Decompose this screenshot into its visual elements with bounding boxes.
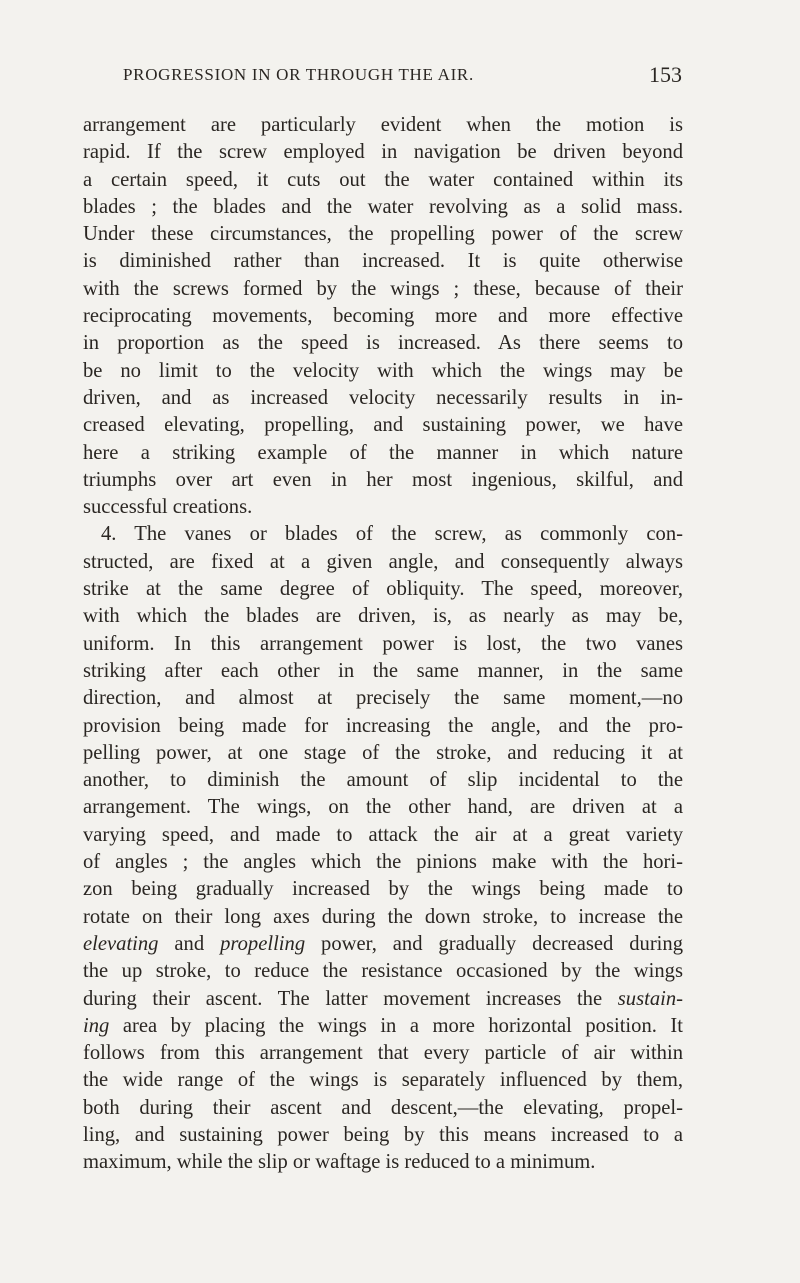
text-span: and	[158, 932, 221, 955]
text-span: during their ascent. The latter movement increases the	[83, 987, 618, 1010]
text-line	[83, 931, 683, 958]
text-line: reciprocating movements, becoming more and more effective	[83, 305, 683, 328]
text-line: here a striking example of the manner in which nature	[83, 441, 683, 464]
text-line: another, to diminish the amount of slip incidental to the	[83, 769, 683, 792]
text-line: follows from this arrangement that every particle of air within	[83, 1042, 683, 1065]
text-line: ling, and sustaining power being by this means increased to a	[83, 1123, 683, 1146]
text-line: Under these circumstances, the propelling power of the screw	[83, 223, 683, 246]
running-title: PROGRESSION IN OR THROUGH THE AIR.	[123, 65, 474, 84]
text-line: structed, are fixed at a given angle, and consequently always	[83, 550, 683, 573]
italic-text: sustain-	[617, 987, 683, 1010]
text-line: triumphs over art even in her most ingenious, skilful, and	[83, 468, 683, 491]
page-number: 153	[649, 62, 682, 87]
text-line: strike at the same degree of obliquity. The speed, moreover,	[83, 578, 683, 601]
text-line: uniform. In this arrangement power is lost, the two vanes	[83, 632, 683, 655]
text-line: the wide range of the wings is separately influenced by them,	[83, 1069, 683, 1092]
text-line: striking after each other in the same manner, in the same	[83, 659, 683, 682]
text-line: a certain speed, it cuts out the water contained within its	[83, 168, 683, 191]
text-line: the up stroke, to reduce the resistance occasioned by the wings	[83, 960, 683, 983]
text-line: varying speed, and made to attack the air at a great variety	[83, 823, 683, 846]
text-line: with the screws formed by the wings ; these, because of their	[83, 277, 683, 300]
text-line: of angles ; the angles which the pinions make with the hori-	[83, 851, 683, 874]
text-line: 4. The vanes or blades of the screw, as commonly con-	[101, 523, 683, 546]
text-line: pelling power, at one stage of the stroke, and reducing it at	[83, 741, 683, 764]
text-line	[83, 986, 683, 1013]
text-line: driven, and as increased velocity necessarily results in in-	[83, 386, 683, 409]
text-line: in proportion as the speed is increased. As there seems to	[83, 332, 683, 355]
italic-text: propelling	[220, 932, 306, 955]
text-span: power, and gradually decreased during	[305, 932, 683, 955]
text-line: successful creations.	[83, 496, 253, 519]
body-text	[83, 112, 683, 1177]
text-span: area by placing the wings in a more horizontal position. It	[109, 1014, 683, 1037]
text-line: provision being made for increasing the angle, and the pro-	[83, 714, 683, 737]
text-line: zon being gradually increased by the wings being made to	[83, 878, 683, 901]
italic-text: elevating	[83, 932, 159, 955]
text-line: maximum, while the slip or waftage is reduced to a minimum.	[83, 1151, 596, 1174]
text-line: creased elevating, propelling, and sustaining power, we have	[83, 414, 683, 437]
text-line: with which the blades are driven, is, as nearly as may be,	[83, 605, 683, 628]
text-line: both during their ascent and descent,—the elevating, propel-	[83, 1096, 683, 1119]
text-line: direction, and almost at precisely the same moment,—no	[83, 687, 683, 710]
text-line: blades ; the blades and the water revolving as a solid mass.	[83, 195, 683, 218]
text-line: arrangement are particularly evident when the motion is	[83, 114, 683, 136]
text-line	[83, 1013, 683, 1040]
text-line: be no limit to the velocity with which the wings may be	[83, 359, 683, 382]
text-line: rotate on their long axes during the down stroke, to increase the	[83, 905, 683, 928]
text-line: rapid. If the screw employed in navigation be driven beyond	[83, 141, 683, 164]
italic-text: ing	[83, 1014, 110, 1037]
text-line: is diminished rather than increased. It is quite otherwise	[83, 250, 683, 273]
text-line: arrangement. The wings, on the other hand, are driven at a	[83, 796, 683, 819]
running-head	[112, 60, 682, 90]
